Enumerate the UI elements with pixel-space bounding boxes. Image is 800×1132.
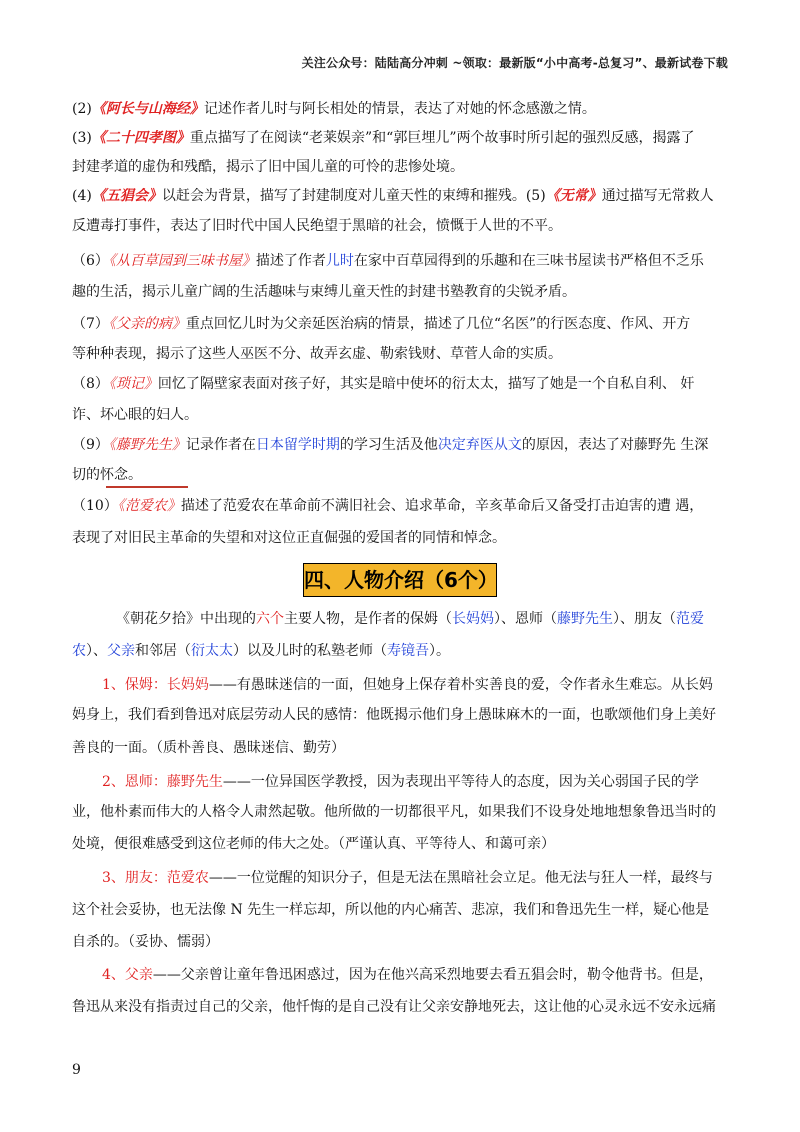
item-text: 的学习生活及他	[339, 437, 438, 453]
item-5-cont: 反遭毒打事件，表达了旧时代中国人民绝望于黑暗的社会，愤慨于人世的不平。	[72, 218, 562, 234]
item-title: 《无常》	[545, 188, 602, 204]
item-title: 《范爱农》	[117, 498, 181, 514]
highlight-text: 父亲	[107, 643, 135, 659]
item-number: （7）	[72, 316, 109, 332]
person-father	[102, 965, 713, 985]
item-title: 《父亲的病》	[108, 316, 186, 332]
person-friend	[102, 868, 713, 888]
item-text: 通过描写无常救人	[601, 188, 714, 204]
person-label: 1、保姆：长妈妈	[102, 677, 209, 693]
item-title: 《二十四孝图》	[91, 130, 190, 146]
item-title: 《阿长与山海经》	[91, 101, 204, 117]
intro-text: ）、朋友（	[613, 611, 676, 627]
item-9	[72, 435, 708, 455]
item-3-cont: 封建孝道的虚伪和残酷，揭示了旧中国儿童的可怜的悲惨处境。	[72, 159, 464, 175]
item-title: 《藤野先生》	[108, 437, 186, 453]
item-7	[72, 314, 690, 334]
person-friend-l3: 自杀的。（妥协、懦弱）	[72, 934, 219, 950]
intro-text: ）、恩师（	[494, 611, 557, 627]
highlight-text: 藤野先生	[557, 611, 613, 627]
item-10	[72, 496, 703, 516]
item-number: (5)	[525, 188, 546, 204]
person-nanny	[102, 675, 713, 695]
item-8-cont: 诈、坏心眼的妇人。	[72, 407, 198, 423]
item-text: 记录作者在	[185, 437, 256, 453]
intro-text: 主要人物，是作者的保姆（	[284, 611, 452, 627]
item-number: (4)	[72, 188, 92, 204]
person-nanny-l3: 善良的一面。（质朴善良、愚昧迷信、勤劳）	[72, 740, 345, 756]
highlight-text: 日本留学时期	[255, 437, 340, 453]
item-6-cont: 趣的生活，揭示儿童广阔的生活趣味与束缚儿童天性的封建书塾教育的尖锐矛盾。	[72, 284, 576, 300]
intro-text: ）以及儿时的私塾老师（	[233, 643, 387, 659]
item-number: （8）	[72, 376, 109, 392]
highlight-text: 寿镜吾	[387, 643, 429, 659]
person-friend-l2: 这个社会妥协，也无法像 N 先生一样忘却，所以他的内心痛苦、悲凉，我们和鲁迅先生一样，疑心他是	[72, 902, 710, 918]
item-number: （6）	[72, 253, 109, 269]
person-teacher	[102, 772, 699, 792]
item-title: 《琐记》	[108, 376, 158, 392]
item-text: 的原因，表达了对藤野先 生深	[521, 437, 709, 453]
item-4-5	[72, 186, 714, 206]
person-teacher-l3: 处境，便很难感受到这位老师的伟大之处。（严谨认真、平等待人、和蔼可亲）	[72, 836, 555, 852]
intro-text: ）、	[86, 643, 107, 659]
highlight-text: 决定弃医从文	[437, 437, 522, 453]
intro-text: 《朝花夕拾》中出现的	[116, 611, 256, 627]
highlight-text: 长妈妈	[452, 611, 494, 627]
highlight-text: 六个	[256, 611, 284, 627]
item-text: 描述了作者	[255, 253, 326, 269]
person-label: 2、恩师：藤野先生	[102, 774, 223, 790]
page-header: 关注公众号：陆陆高分冲刺 ~领取：最新版“小中高考-总复习”、最新试卷下载	[301, 56, 728, 70]
person-text: ——父亲曾让童年鲁迅困惑过，因为在他兴高采烈地要去看五猖会时，勒令他背书。但是，	[152, 967, 713, 983]
person-label: 4、父亲	[102, 967, 153, 983]
item-text: 记述作者儿时与阿长相处的情景，表达了对她的怀念感激之情。	[203, 101, 596, 117]
person-text: ——有愚昧迷信的一面，但她身上保存着朴实善良的爱，令作者永生难忘。从长妈	[208, 677, 713, 693]
intro-line-1	[116, 609, 704, 629]
item-title: 《从百草园到三味书屋》	[108, 253, 256, 269]
person-text: ——一位觉醒的知识分子，但是无法在黑暗社会立足。他无法与狂人一样，最终与	[208, 870, 713, 886]
person-label: 3、朋友：范爱农	[102, 870, 209, 886]
section-title: 四、人物介绍（6个）	[303, 563, 497, 597]
person-nanny-l2: 妈身上，我们看到鲁迅对底层劳动人民的感情：他既揭示他们身上愚昧麻木的一面，也歌颂他们身上美好	[72, 707, 716, 723]
item-9-cont: 切的怀念。	[72, 467, 142, 483]
person-teacher-l2: 业，他朴素而伟大的人格令人肃然起敬。他所做的一切都很平凡，如果我们不设身处地地想象鲁迅当时的	[72, 804, 716, 820]
person-father-l2: 鲁迅从来没有指责过自己的父亲，他忏悔的是自己没有让父亲安静地死去，这让他的心灵永远不安永远痛	[72, 999, 716, 1015]
item-2	[72, 99, 596, 119]
item-8	[72, 374, 694, 394]
item-text: 重点回忆儿时为父亲延医治病的情景，描述了几位“名医”的行医态度、作风、开方	[185, 316, 691, 332]
item-text: 在家中百草园得到的乐趣和在三味书屋读书严格但不乏乐	[353, 253, 704, 269]
intro-text: ）。	[429, 643, 450, 659]
highlight-text: 衍太太	[191, 643, 233, 659]
item-text: 以赶会为背景，描写了封建制度对儿童天性的束缚和摧残。	[161, 188, 526, 204]
item-10-cont: 表现了对旧民主革命的失望和对这位正直倔强的爱国者的同情和悼念。	[72, 530, 506, 546]
intro-text: 和邻居（	[135, 643, 191, 659]
item-6	[72, 251, 704, 271]
highlight-text: 农	[72, 643, 86, 659]
item-7-cont: 等种种表现，揭示了这些人巫医不分、故弄玄虚、勒索钱财、草菅人命的实质。	[72, 346, 562, 362]
highlight-text: 范爱	[676, 611, 704, 627]
item-number: （9）	[72, 437, 109, 453]
red-underline	[106, 486, 188, 488]
page-number: 9	[72, 1062, 81, 1078]
item-text: 回忆了隔壁家表面对孩子好，其实是暗中使坏的衍太太，描写了她是一个自私自利、 奸	[157, 376, 695, 392]
highlight-text: 儿时	[325, 253, 354, 269]
item-title: 《五猖会》	[91, 188, 162, 204]
item-number: (3)	[72, 130, 92, 146]
item-number: (2)	[72, 101, 92, 117]
item-3	[72, 128, 694, 148]
item-text: 重点描写了在阅读“老莱娱亲”和“郭巨埋儿”两个故事时所引起的强烈反感，揭露了	[189, 130, 695, 146]
item-text: 描述了范爱农在革命前不满旧社会、追求革命，辛亥革命后又备受打击迫害的遭 遇，	[180, 498, 704, 514]
item-number: （10）	[72, 498, 118, 514]
person-text: ——一位异国医学教授，因为表现出平等待人的态度，因为关心弱国子民的学	[222, 774, 699, 790]
intro-line-2	[72, 641, 450, 661]
